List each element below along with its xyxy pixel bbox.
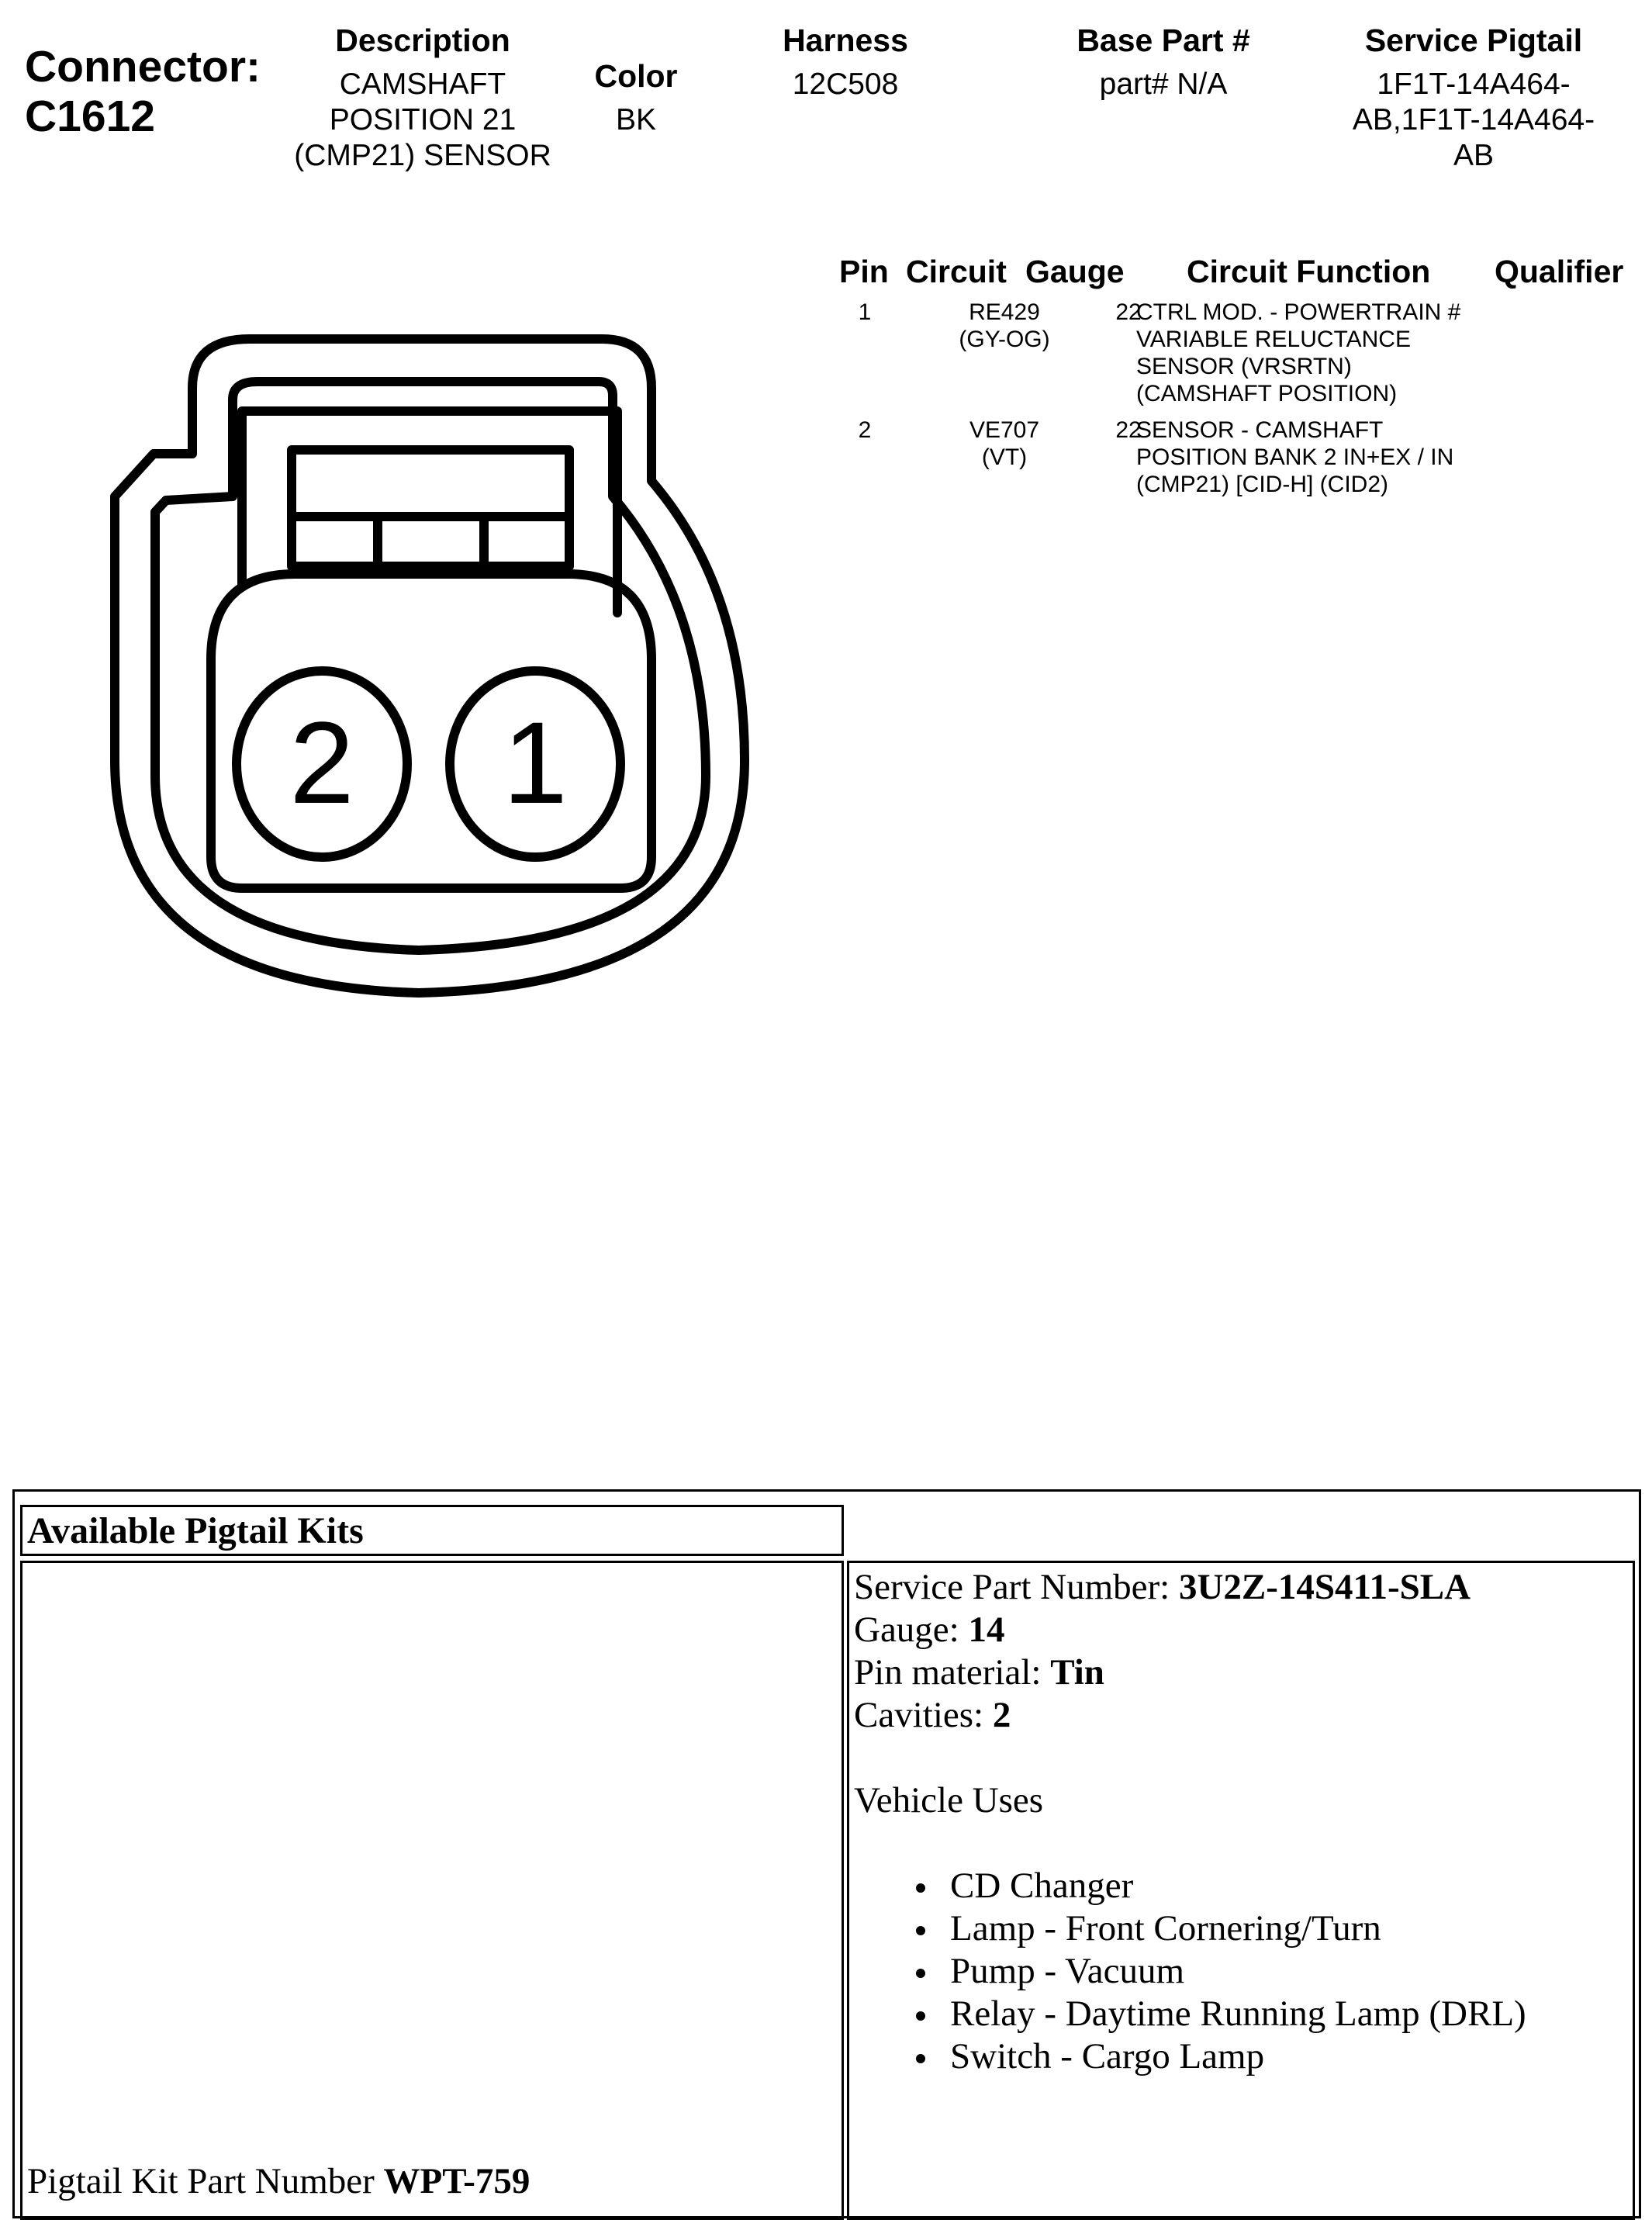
connector-face-diagram xyxy=(93,318,776,1016)
circuit-function-line: (CMP21) [CID-H] (CID2) xyxy=(1136,472,1389,497)
service-pigtail-line: 1F1T-14A464- xyxy=(1377,67,1571,101)
vehicle-use-item: Switch - Cargo Lamp xyxy=(854,2035,1526,2078)
description-line: POSITION 21 xyxy=(329,103,517,137)
pin-table-row xyxy=(822,299,1644,407)
gauge-value: 22 xyxy=(1115,299,1142,325)
description-line: CAMSHAFT xyxy=(339,67,506,101)
pigtail-kits-title-cell xyxy=(20,1505,844,1556)
gauge-label: Gauge: xyxy=(854,1610,969,1650)
base-part-value: part# N/A xyxy=(1099,67,1228,101)
connector-id: C1612 xyxy=(25,92,155,141)
color-value: BK xyxy=(615,103,657,137)
connector-heading xyxy=(25,42,261,141)
qualifier-column-header: Qualifier xyxy=(1495,254,1624,289)
circuit-function-line: (CAMSHAFT POSITION) xyxy=(1136,381,1398,406)
pin-number: 2 xyxy=(858,417,872,443)
vehicle-uses-label: Vehicle Uses xyxy=(854,1780,1044,1821)
description-header: Description xyxy=(335,22,510,58)
circuit-function-line: SENSOR - CAMSHAFT xyxy=(1136,417,1384,443)
service-part-number: 3U2Z-14S411-SLA xyxy=(1178,1567,1471,1607)
cavities-value: 2 xyxy=(992,1695,1011,1735)
pin-material-line xyxy=(854,1651,1526,1694)
vehicle-use-item: Lamp - Front Cornering/Turn xyxy=(854,1907,1526,1950)
lock-tab xyxy=(292,450,569,566)
service-part-line xyxy=(854,1566,1526,1609)
pin-column-header: Pin xyxy=(839,254,889,289)
circuit-function-line: POSITION BANK 2 IN+EX / IN xyxy=(1136,444,1454,470)
circuit-function-line: VARIABLE RELUCTANCE xyxy=(1136,327,1411,352)
pigtail-kit-number-line xyxy=(27,2160,530,2203)
cavity-2-label: 2 xyxy=(289,697,354,828)
pigtail-kit-details-cell xyxy=(847,1561,1635,2220)
circuit-function-line: SENSOR (VRSRTN) xyxy=(1136,354,1352,379)
circuit-code: RE429 xyxy=(969,299,1040,325)
gauge-column-header: Gauge xyxy=(1025,254,1125,289)
circuit-color: (GY-OG) xyxy=(959,327,1050,352)
pigtail-kits-title: Available Pigtail Kits xyxy=(27,1510,364,1551)
pin-table-row xyxy=(822,417,1644,502)
harness-column xyxy=(745,22,946,102)
pigtail-kit-number-cell xyxy=(20,1561,844,2220)
cavities-line xyxy=(854,1694,1526,1737)
vehicle-use-item: Relay - Daytime Running Lamp (DRL) xyxy=(854,1993,1526,2035)
gauge-value: 22 xyxy=(1115,417,1142,443)
service-pigtail-column xyxy=(1318,22,1629,174)
pin-number: 1 xyxy=(858,299,872,325)
service-pigtail-line: AB,1F1T-14A464- xyxy=(1352,103,1595,137)
base-part-header: Base Part # xyxy=(1077,22,1250,58)
circuit-code: VE707 xyxy=(969,417,1040,443)
vehicle-uses-list xyxy=(854,1865,1526,2078)
vehicle-use-item: Pump - Vacuum xyxy=(854,1950,1526,1993)
description-line: (CMP21) SENSOR xyxy=(294,139,551,172)
circuit-function-column-header: Circuit Function xyxy=(1187,254,1431,289)
base-part-column xyxy=(1032,22,1295,102)
circuit-function-line: CTRL MOD. - POWERTRAIN # xyxy=(1136,299,1461,325)
gauge-value: 14 xyxy=(968,1610,1005,1650)
harness-value: 12C508 xyxy=(792,67,899,101)
pin-material-value: Tin xyxy=(1050,1652,1104,1693)
vehicle-use-item: CD Changer xyxy=(854,1865,1526,1907)
cavities-label: Cavities: xyxy=(854,1695,993,1735)
connector-label: Connector: xyxy=(25,42,261,92)
gauge-line xyxy=(854,1609,1526,1651)
pin-material-label: Pin material: xyxy=(854,1652,1051,1693)
service-pigtail-line: AB xyxy=(1453,139,1495,172)
color-header: Color xyxy=(594,58,678,94)
circuit-color: (VT) xyxy=(981,444,1028,470)
harness-header: Harness xyxy=(783,22,908,58)
service-pigtail-header: Service Pigtail xyxy=(1364,22,1583,58)
pigtail-kit-number: WPT-759 xyxy=(383,2161,531,2201)
color-column xyxy=(566,57,706,138)
pin-table-header xyxy=(822,253,1644,299)
service-part-label: Service Part Number: xyxy=(854,1567,1179,1607)
description-column xyxy=(264,22,582,174)
circuit-column-header: Circuit xyxy=(906,254,1007,289)
cavity-1-label: 1 xyxy=(503,697,568,828)
pigtail-kit-number-label: Pigtail Kit Part Number xyxy=(27,2161,384,2201)
